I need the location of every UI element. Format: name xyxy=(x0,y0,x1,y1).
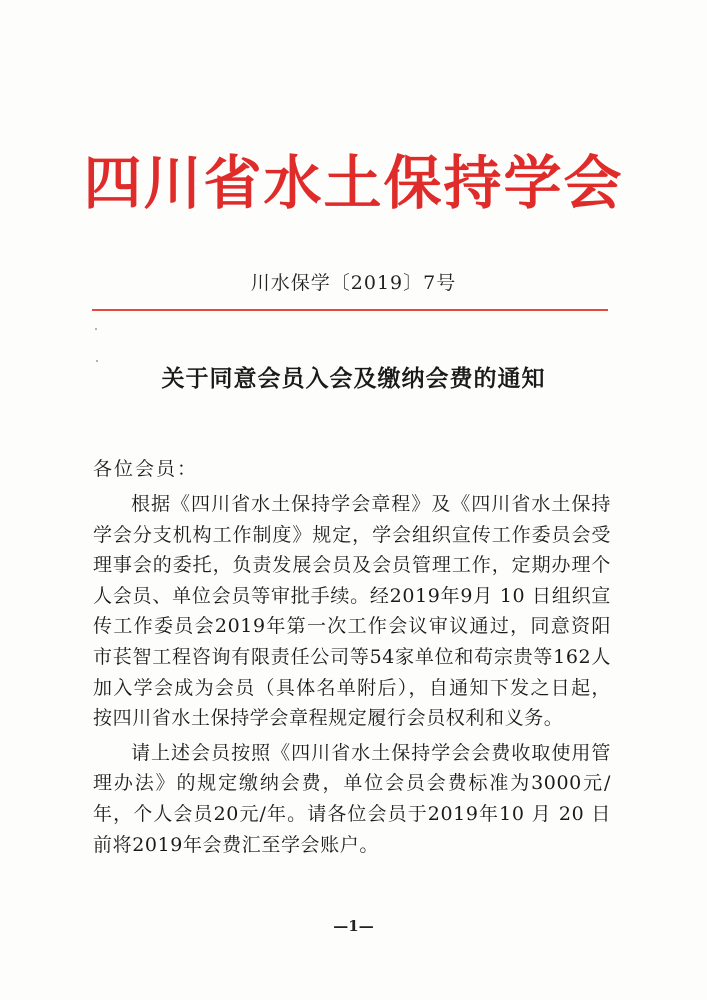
body-paragraph: 请上述会员按照《四川省水土保持学会会费收取使用管理办法》的规定缴纳会费，单位会员会费标准为3000元/年，个人会员20元/年。请各位会员于2019年10 月 20 日前将2019年会费汇至学会账户。 xyxy=(93,741,611,856)
scan-speck xyxy=(95,328,97,330)
document-number: 川水保学〔2019〕7号 xyxy=(250,272,457,294)
page-number: —1— xyxy=(333,917,374,935)
notice-body xyxy=(93,489,611,864)
red-divider-line xyxy=(92,309,608,311)
salutation: 各位会员： xyxy=(93,458,199,480)
scan-speck xyxy=(96,360,98,362)
organization-title: 四川省水土保持学会 xyxy=(83,149,624,217)
notice-title: 关于同意会员入会及缴纳会费的通知 xyxy=(161,366,546,392)
body-paragraph: 根据《四川省水土保持学会章程》及《四川省水土保持学会分支机构工作制度》规定，学会组织宣传工作委员会受理事会的委托，负责发展会员及会员管理工作，定期办理个人会员、单位会员等审批手续。经2019年9月 10 日组织宣传工作委员会2019年第一次工作会议审议通过，同意资阳市苌智工程咨询有限责任公司等54家单位和苟宗贵等162人加入学会成为会员（具体名单附后），自通知下发之日起，按四川省水土保持学会章程规定履行会员权利和义务。 xyxy=(93,493,611,730)
